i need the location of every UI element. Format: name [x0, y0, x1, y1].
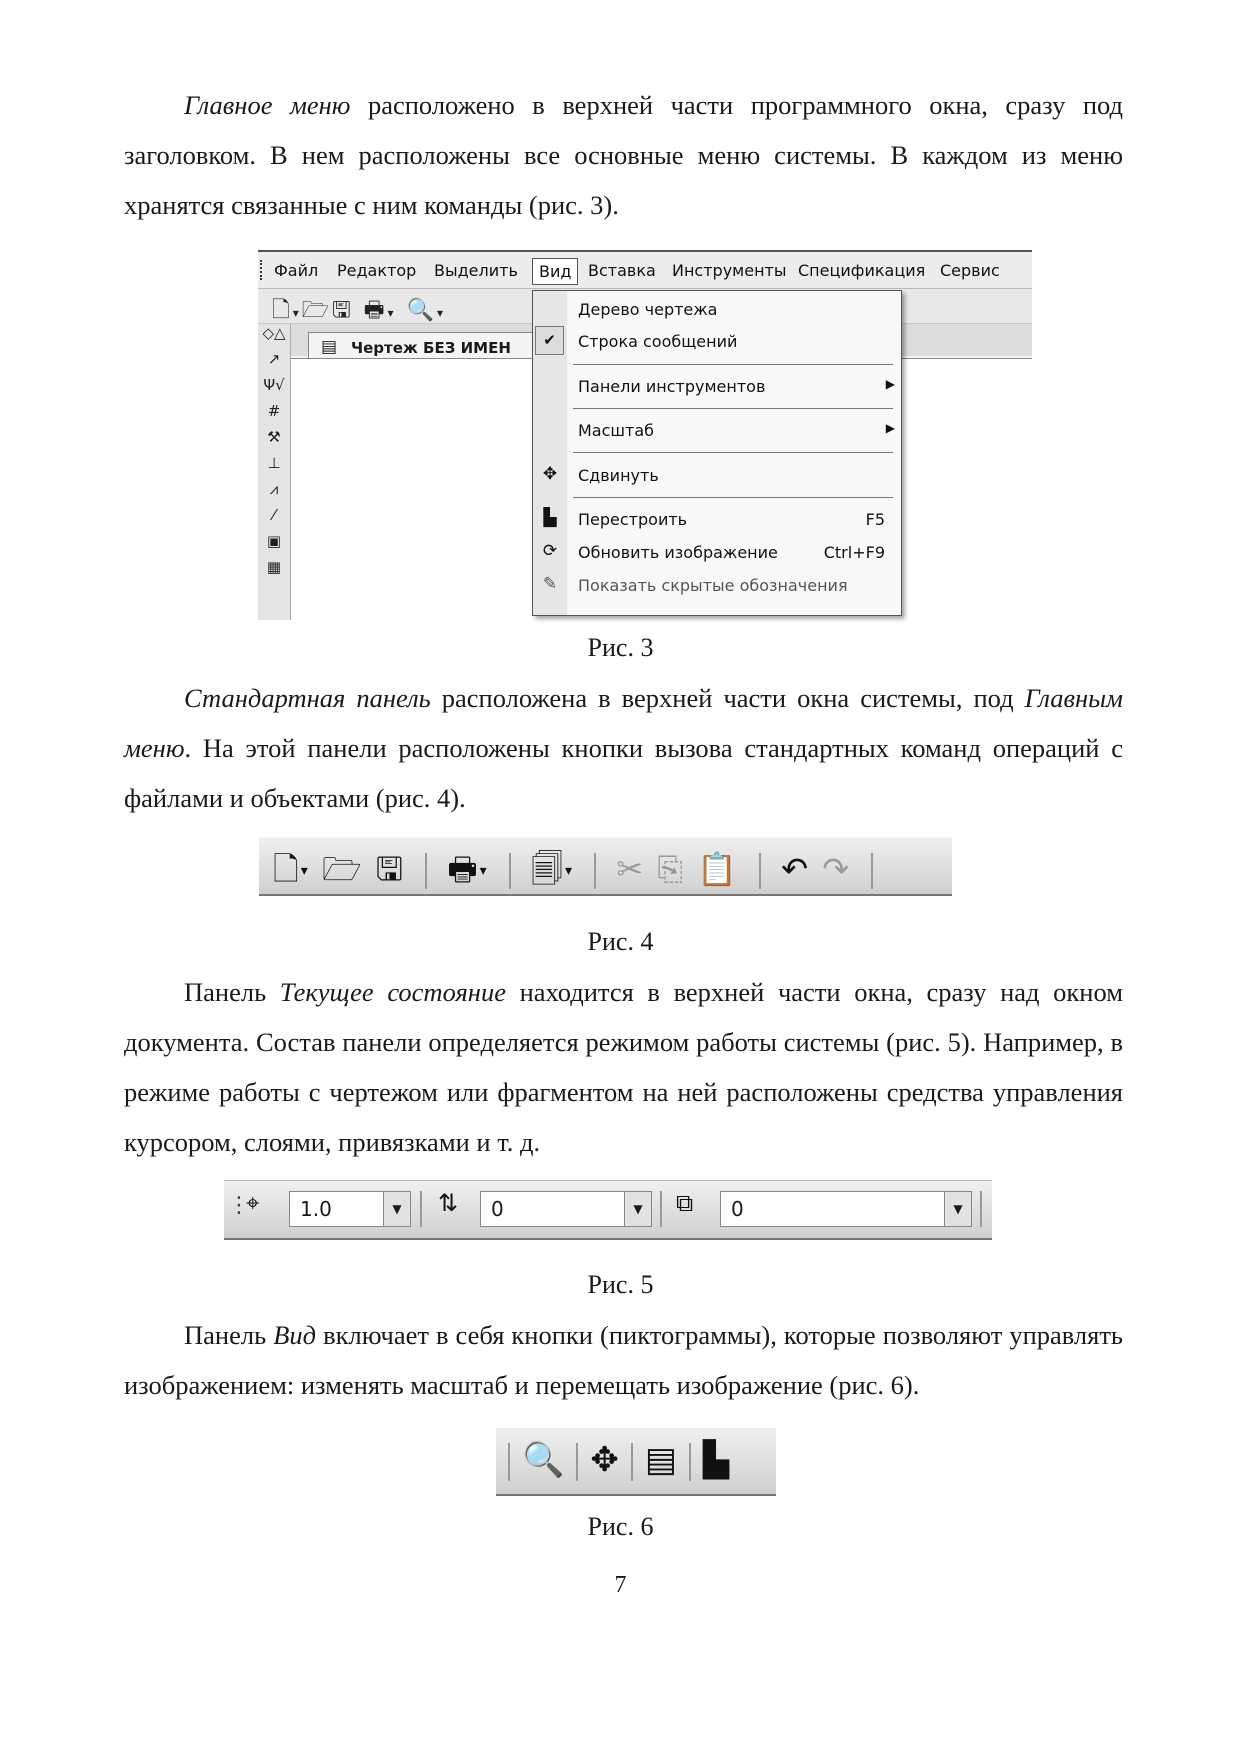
chevron-down-icon[interactable]: ▾	[479, 863, 489, 879]
cut-icon[interactable]: ✂	[616, 850, 646, 888]
menu-item-drawing-tree[interactable]: Дерево чертежа	[578, 300, 718, 319]
chevron-down-icon[interactable]: ▾	[564, 863, 574, 879]
term-main-menu-ref: Главным меню	[124, 683, 1123, 763]
term-main-menu: Главное меню	[184, 90, 351, 120]
menu-service[interactable]: Сервис	[940, 261, 1000, 280]
checkmark-icon: ✔	[535, 326, 564, 355]
spec-icon[interactable]: ▣	[266, 532, 282, 550]
dimensions-icon[interactable]: ↗	[267, 350, 281, 368]
menu-separator	[573, 408, 893, 409]
cursor-step-icon: ⌖	[246, 1189, 260, 1217]
main-menu-bar	[258, 252, 1032, 289]
redo-icon[interactable]: ↷	[822, 850, 852, 888]
page-number: 7	[614, 1572, 627, 1598]
pan-icon: ✥	[542, 464, 558, 484]
save-icon[interactable]: 🖫	[375, 850, 406, 888]
toolbar-separator	[631, 1443, 633, 1481]
menu-item-rebuild[interactable]: ▙ Перестроить F5	[533, 505, 901, 535]
chevron-down-icon[interactable]: ▾	[300, 863, 310, 879]
menu-file[interactable]: Файл	[274, 261, 319, 280]
save-icon[interactable]: 🖫	[332, 298, 354, 323]
chevron-down-icon[interactable]: ▾	[292, 306, 302, 320]
toolbar-separator	[508, 1443, 510, 1481]
paragraph-current-state: Панель Текущее состояние находится в верхней части окна, сразу над окном документа. Состав панели определяется режимом работы системы (рис. 5). Например, в режиме работы с чертежом или фрагментом на ней расположены средства управления курсором, слоями, привязками и т. д.	[124, 977, 1123, 1157]
layer-combo[interactable]: 0 ▼	[720, 1191, 972, 1227]
toolbar-separator	[509, 853, 511, 889]
refresh-icon: ⟳	[542, 541, 558, 561]
properties-icon[interactable]: ▤	[644, 1440, 677, 1480]
submenu-arrow-icon: ▶	[885, 421, 895, 435]
caption-fig-4: Рис. 4	[587, 927, 654, 956]
toolbar-separator	[660, 1191, 662, 1227]
toolbar-separator	[420, 1191, 422, 1227]
toolbar-grip: ⋮	[228, 1193, 250, 1218]
zoom-icon[interactable]: 🔍	[522, 1440, 565, 1480]
figure-5-current-state-panel	[224, 1180, 992, 1240]
state-combo[interactable]: 0 ▼	[480, 1191, 652, 1227]
rebuild-icon: ▙	[543, 508, 557, 528]
select-icon[interactable]: ⩘	[269, 480, 279, 498]
menu-item-scale[interactable]: Масштаб ▶	[578, 421, 895, 440]
menu-item-refresh[interactable]: ⟳ Обновить изображение Ctrl+F9	[533, 538, 901, 568]
undo-icon[interactable]: ↶	[781, 850, 811, 888]
submenu-arrow-icon: ▶	[885, 377, 895, 391]
menu-item-toolbars[interactable]: Панели инструментов ▶	[578, 377, 895, 396]
chevron-down-icon[interactable]: ▼	[383, 1192, 410, 1226]
measure-icon[interactable]: ⊥	[267, 454, 281, 472]
chevron-down-icon[interactable]: ▾	[436, 306, 447, 320]
attributes-icon[interactable]: ⁄	[272, 506, 276, 524]
menu-item-message-line[interactable]: ✔ Строка сообщений	[533, 327, 901, 357]
print-icon[interactable]: 🖶	[363, 298, 388, 323]
cursor-step-combo[interactable]: 1.0 ▼	[289, 1191, 411, 1227]
toolbar-separator	[980, 1191, 982, 1227]
toolbar-separator	[759, 853, 761, 889]
menu-specification[interactable]: Спецификация	[798, 261, 926, 280]
caption-fig-5: Рис. 5	[587, 1270, 654, 1299]
document-tab[interactable]: ▤ Чертеж БЕЗ ИМЕН	[308, 332, 548, 358]
figure-4-standard-toolbar	[259, 837, 952, 896]
caption-fig-6: Рис. 6	[587, 1512, 654, 1541]
open-folder-icon[interactable]: 🗁	[321, 850, 364, 888]
designations-icon[interactable]: Ψ√	[263, 376, 285, 394]
new-document-icon[interactable]: 🗋	[272, 298, 293, 323]
edit-icon[interactable]: #	[267, 402, 281, 420]
layers-icon: ⧉	[676, 1189, 694, 1217]
caption-fig-3: Рис. 3	[587, 633, 654, 662]
copy-icon[interactable]: ⎘	[657, 850, 685, 888]
print-preview-icon[interactable]: 🗐	[531, 850, 565, 888]
menu-separator	[573, 452, 893, 453]
toolbar-grip	[260, 260, 266, 280]
paragraph-main-menu: Главное меню расположено в верхней части программного окна, сразу под заголовком. В нем расположены все основные меню системы. В каждом из меню хранятся связанные с ним команды (рис. 3).	[124, 90, 1123, 220]
menu-editor[interactable]: Редактор	[337, 261, 417, 280]
menu-separator	[573, 497, 893, 498]
menu-item-pan[interactable]: ✥ Сдвинуть	[533, 461, 901, 491]
document-icon: ▤	[321, 337, 338, 357]
toolbar-separator	[871, 853, 873, 889]
pan-icon[interactable]: ✥	[590, 1440, 619, 1480]
paragraph-view-panel: Панель Вид включает в себя кнопки (пиктограммы), которые позволяют управлять изображением: изменять масштаб и перемещать изображение (рис. 6).	[124, 1320, 1123, 1400]
chevron-down-icon[interactable]: ▼	[624, 1192, 651, 1226]
menu-select[interactable]: Выделить	[434, 261, 518, 280]
geometry-icon[interactable]: ◇△	[262, 324, 286, 342]
figure-6-view-panel	[496, 1428, 776, 1496]
parametrization-icon[interactable]: ⚒	[267, 428, 281, 446]
term-view: Вид	[273, 1320, 317, 1350]
chevron-down-icon[interactable]: ▾	[387, 306, 397, 320]
print-preview-icon[interactable]: 🔍	[406, 298, 437, 323]
term-standard-panel: Стандартная панель	[184, 683, 431, 713]
compact-toolbar	[258, 324, 291, 620]
term-current-state: Текущее состояние	[279, 977, 506, 1007]
menu-separator	[573, 364, 893, 365]
state-icon: ⇅	[438, 1189, 459, 1217]
rebuild-icon[interactable]: ▙	[702, 1440, 730, 1480]
view-menu-dropdown	[532, 290, 902, 616]
print-icon[interactable]: 🖶	[447, 850, 480, 888]
paste-icon[interactable]: 📋	[697, 850, 739, 888]
toolbar-separator	[689, 1443, 691, 1481]
menu-item-show-hidden[interactable]: ✎ Показать скрытые обозначения	[533, 571, 901, 601]
menu-insert[interactable]: Вставка	[588, 261, 656, 280]
toolbar-separator	[594, 853, 596, 889]
show-hidden-icon: ✎	[542, 574, 558, 594]
toolbar-separator	[576, 1443, 578, 1481]
open-folder-icon[interactable]: 🗁	[301, 298, 333, 323]
menu-view[interactable]: Вид	[532, 258, 578, 285]
reports-icon[interactable]: ▦	[266, 558, 282, 576]
paragraph-standard-panel: Стандартная панель расположена в верхней части окна системы, под Главным меню. На этой панели расположены кнопки вызова стандартных команд операций с файлами и объектами (рис. 4).	[124, 683, 1123, 813]
new-document-icon[interactable]: 🗋	[273, 850, 301, 888]
toolbar-separator	[425, 853, 427, 889]
menu-tools[interactable]: Инструменты	[672, 261, 787, 280]
chevron-down-icon[interactable]: ▼	[944, 1192, 971, 1226]
